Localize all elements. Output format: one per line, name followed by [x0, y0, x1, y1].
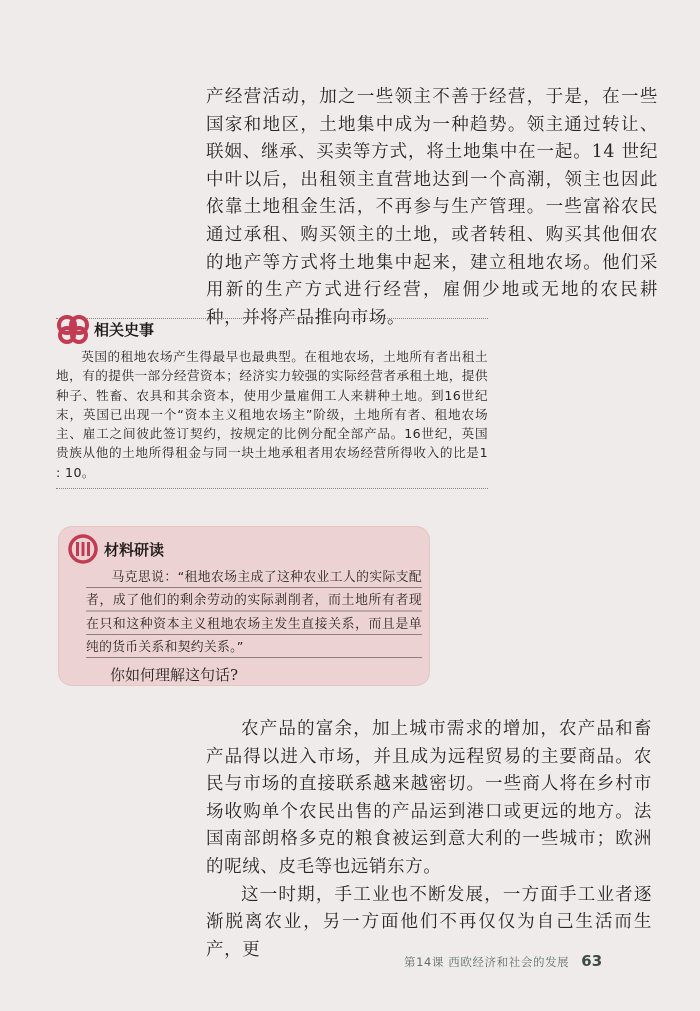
marx-quote	[86, 566, 422, 660]
page-footer	[404, 952, 602, 970]
bars-icon	[68, 534, 98, 564]
related-history-text: 英国的租地农场产生得最早也最典型。在租地农场，土地所有者出租土地，有的提供一部分经营资本；经济实力较强的实际经营者承租土地，提供种子、牲畜、农具和其余资本，使用少量雇佣工人来耕种土地。到16世纪末，英国已出现一个“资本主义租地农场主”阶级，土地所有者、租地农场主、雇工之间彼此签订契约，按规定的比例分配全部产品。16世纪，英国贵族从他的土地所得租金与同一块土地承租者用农场经营所得收入的比是1 : 10。	[56, 349, 488, 480]
body-paragraphs-bottom	[206, 716, 652, 964]
related-history-header	[56, 313, 488, 345]
body-paragraph-market: 农产品的富余，加上城市需求的增加，农产品和畜产品得以进入市场，并且成为远程贸易的主要商品。农民与市场的直接联系越来越密切。一些商人将在乡村市场收购单个农民出售的产品运到港口或更远的地方。法国南部朗格多克的粮食被运到意大利的一些城市；欧洲的呢绒、皮毛等也远销东方。	[206, 719, 652, 877]
material-reading-header	[68, 534, 164, 564]
reading-question: 你如何理解这句话?	[110, 666, 239, 684]
material-reading-title: 材料研读	[104, 540, 165, 559]
marx-quote-text: 马克思说：“租地农场主成了这种农业工人的实际支配者，成了他们的剩余劳动的实际剥削者，而土地所有者现在只和这种资本主义租地农场主发生直接关系，而且是单纯的货币关系和契约关系。”	[86, 566, 422, 660]
related-history-body	[56, 347, 488, 482]
lesson-title: 第14课 西欧经济和社会的发展	[404, 955, 570, 969]
divider-bottom	[56, 488, 488, 489]
body-paragraph-top: 产经营活动，加之一些领主不善于经营，于是，在一些国家和地区，土地集中成为一种趋势。领主通过转让、联姻、继承、买卖等方式，将土地集中在一起。14 世纪中叶以后，出租领主直营地达到一个高潮，领主也因此依靠土地租金生活，不再参与生产管理。一些富裕农民通过承租、购买领主的土地，或者转租、购买其他佃农的地产等方式将土地集中起来，建立租地农场。他们采用新的生产方式进行经营，雇佣少地或无地的农民耕种，并将产品推向市场。	[206, 87, 658, 328]
related-history-title: 相关史事	[94, 320, 155, 339]
material-reading-box	[58, 526, 430, 686]
knot-icon	[56, 314, 90, 344]
page-number: 63	[581, 952, 603, 970]
related-history-box	[56, 318, 488, 489]
body-paragraph-handicraft: 这一时期，手工业也不断发展，一方面手工业者逐渐脱离农业，另一方面他们不再仅仅为自己生活而生产，更	[206, 884, 652, 960]
